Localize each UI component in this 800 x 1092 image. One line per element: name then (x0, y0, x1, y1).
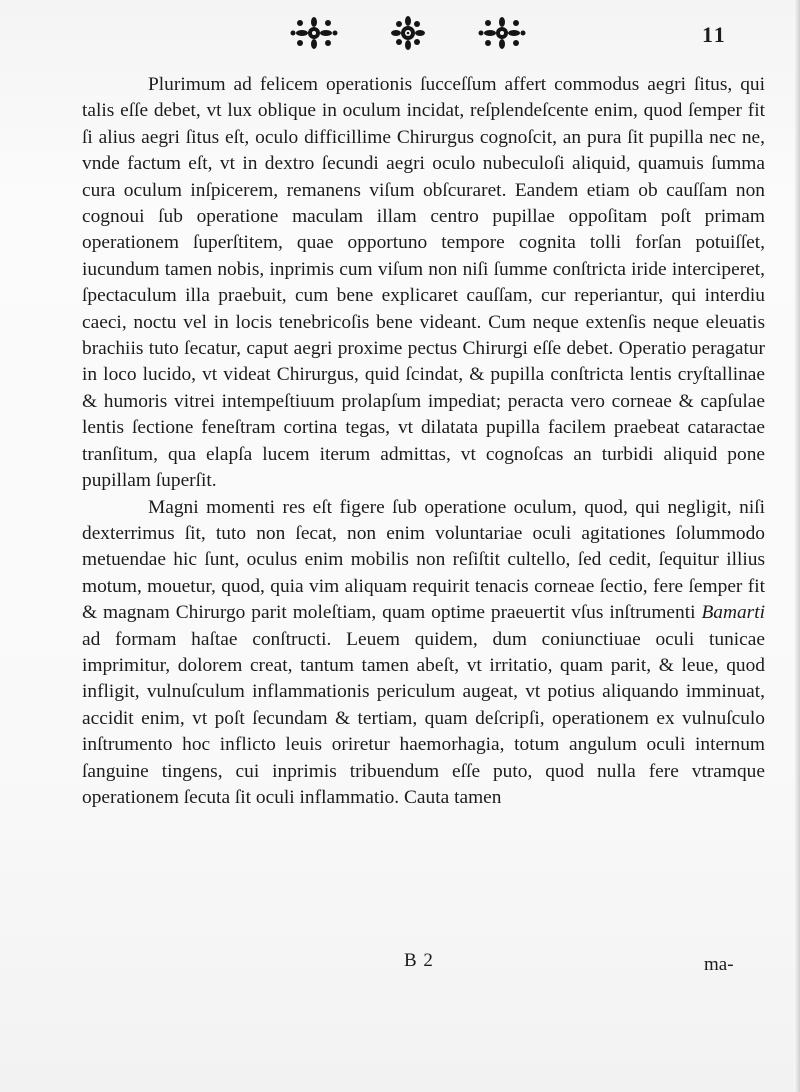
italic-name: Bamarti (701, 602, 765, 624)
text-run: ad formam haſtae conſtructi. Leuem quidem, dum coniunctiuae oculi tunicae imprimitur, dolorem creat, tantum tamen abeſt, vt irritatio, quam parit, & leue, quod infligit, vulnuſculum inflammationis periculum augeat, vt potius aliquando imminuat, accidit enim, vt poſt ſecundam & tertiam, quam deſcripſi, operationem ex vulnuſculo inſtrumento hoc inflicto leuis oriretur haemorhagia, totum angulum oculi internum ſanguine tingens, cui inprimis tribuendum eſſe puto, quod nulla fere vtramque operationem ſecuta ſit oculi inflammatio. Cauta tamen (82, 628, 765, 808)
fleuron-left-icon (290, 16, 338, 50)
fleuron-right-icon (478, 16, 526, 50)
signature-mark: B 2 (404, 950, 434, 971)
paragraph (82, 495, 765, 812)
paragraph (82, 72, 765, 495)
page-number: 11 (702, 22, 727, 47)
text-run: Plurimum ad felicem operationis ſucceſſum affert commodus aegri ſitus, qui talis eſſe debet, vt lux oblique in oculum incidat, reſplendeſcente enim, quod ſemper fit ſi alius aegri ſitus eſt, oculo difficillime Chirurgus cognoſcit, an pura ſit pupilla nec ne, vnde factum eſt, vt in dextro ſecundi aegri oculo nubeculoſi aliquid, quamuis ſumma cura oculum inſpicerem, remanens viſum obſcuraret. Eandem etiam ob cauſſam non cognoui ſub operatione maculam illam centro pupillae oppoſitam poſt primam operationem ſuperſtitem, quae opportuno tempore cognita tolli forſan potuiſſet, iucundum tamen nobis, inprimis cum viſum non niſi ſumme conſtricta iride interciperet, ſpectaculum illa praebuit, cum bene explicaret cauſſam, cur reperiantur, qui interdiu caeci, noctu vel in locis tenebricoſis bene videant. Cum neque extenſis neque eleuatis brachiis tuto ſecatur, caput aegri proxime pectus Chirurgi eſſe debet. Operatio peragatur in loco lucido, vt videat Chirurgus, quid ſcindat, & pupilla conſtricta lentis cryſtallinae & humoris vitrei intempeſtiuum prolapſum impediat; peracta vero corneae & capſulae lentis ſectione feneſtram cortina tegas, vt dilatata pupilla facilem praebeat cataractae tranſitum, qua elapſa lucem iterum admittas, vt cognoſcas an turbidi aliquid pone pupillam ſuperſit. (82, 74, 765, 492)
text-run: Magni momenti res eſt figere ſub operatione oculum, quod, qui negligit, niſi dexterrimus ſit, tuto non ſecat, non enim voluntariae oculi agitationes ſolummodo metuendae hic ſunt, oculus enim mobilis non reſiſtit cultello, ſed cedit, ſequitur illius motum, mouetur, quod, quia vim aliquam requirit tenacis corneae ſectio, fere ſemper fit & magnam Chirurgo parit moleſtiam, quam optime praeuertit vſus inſtrumenti (82, 496, 765, 624)
body-text (82, 72, 765, 811)
rosette-center-icon (390, 16, 426, 50)
page-edge-shadow (794, 0, 800, 1092)
header-ornaments (290, 16, 540, 52)
catchword: ma- (704, 954, 734, 975)
